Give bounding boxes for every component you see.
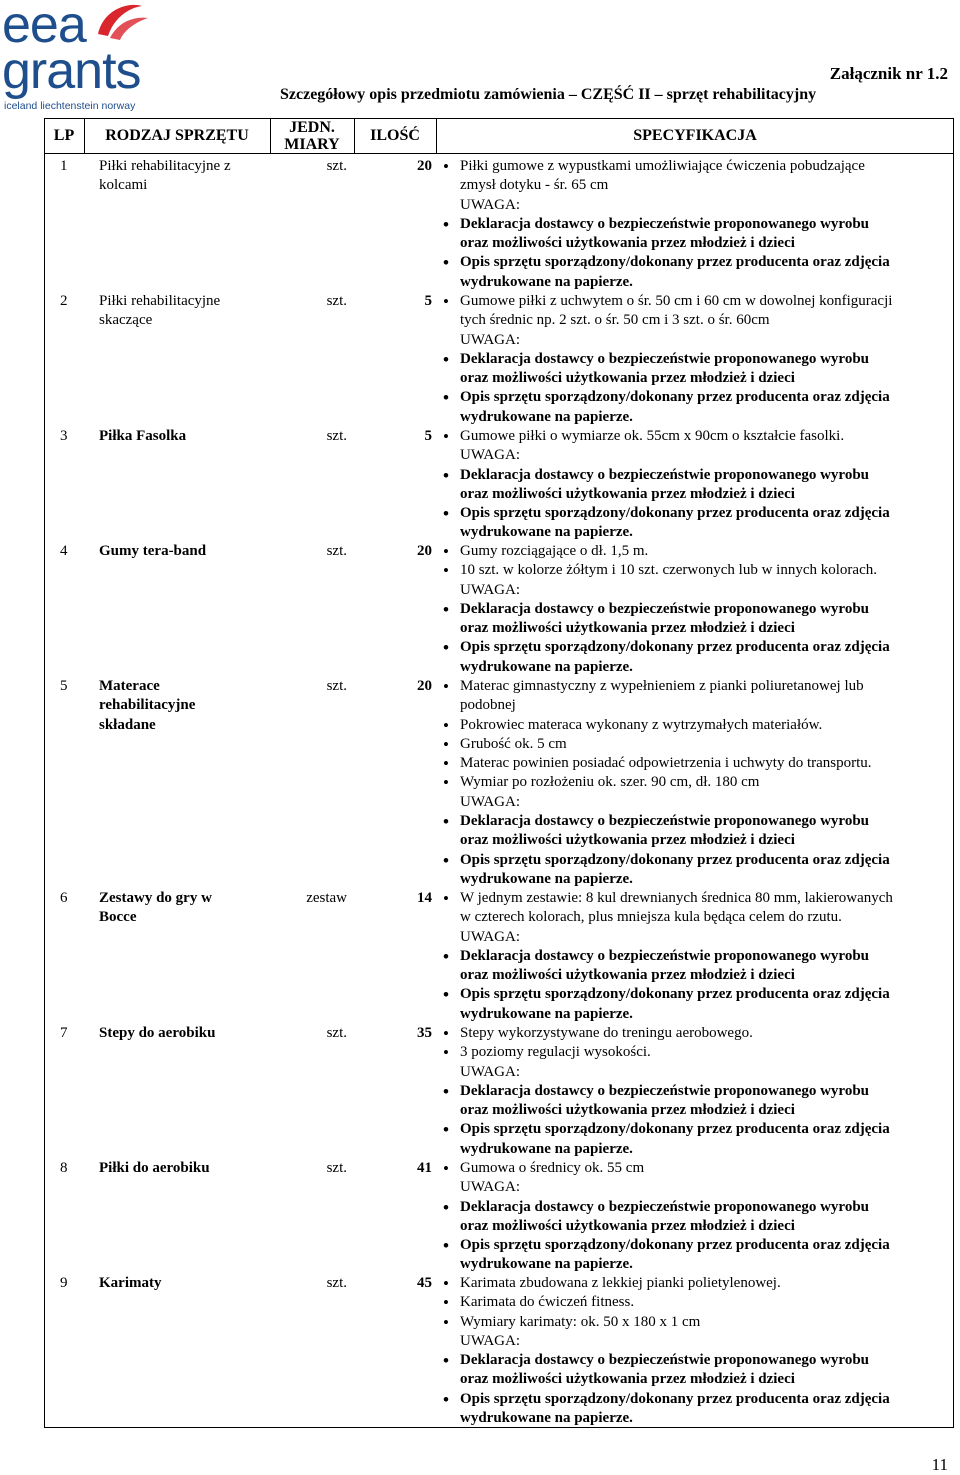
spec-notice-line: UWAGA: <box>460 196 520 213</box>
row-equipment-name: Piłki rehabilitacyjne z kolcami <box>99 158 231 194</box>
spec-line: • Karimata zbudowana z lekkiej pianki polietylenowej. <box>460 1274 960 1293</box>
spec-notice-line: wydrukowane na papierze. <box>460 524 633 541</box>
spec-notice-line: • Deklaracja dostawcy o bezpieczeństwie proponowanego wyrobu <box>460 812 960 831</box>
row-quantity: 20 <box>417 543 432 559</box>
row-specification <box>460 1159 960 1275</box>
row-specification <box>460 677 960 889</box>
header-unit-line1: JEDN. <box>289 119 335 136</box>
row-quantity: 5 <box>424 428 432 444</box>
header-lp: LP <box>53 127 75 144</box>
row-lp: 8 <box>60 1160 68 1176</box>
spec-notice-line: wydrukowane na papierze. <box>460 870 633 887</box>
row-unit: szt. <box>326 158 347 174</box>
row-quantity: 20 <box>417 678 432 694</box>
spec-notice-line: oraz możliwości użytkowania przez młodzież i dzieci <box>460 1371 795 1388</box>
spec-notice-line: • Deklaracja dostawcy o bezpieczeństwie proponowanego wyrobu <box>460 1198 960 1217</box>
row-lp: 9 <box>60 1275 68 1291</box>
spec-line: • Pokrowiec materaca wykonany z wytrzymałych materiałów. <box>460 716 960 735</box>
spec-notice-line: wydrukowane na papierze. <box>460 408 633 425</box>
spec-line: • Materac gimnastyczny z wypełnieniem z pianki poliuretanowej lub <box>460 677 960 696</box>
logo-grants-text: grants <box>2 42 141 100</box>
spec-line: • Materac powinien posiadać odpowietrzenia i uchwyty do transportu. <box>460 754 960 773</box>
spec-notice-line: • Opis sprzętu sporządzony/dokonany przez producenta oraz zdjęcia <box>460 851 960 870</box>
eea-grants-logo <box>2 2 152 114</box>
spec-notice-line: UWAGA: <box>460 1063 520 1080</box>
spec-notice-line: • Opis sprzętu sporządzony/dokonany przez producenta oraz zdjęcia <box>460 1390 960 1409</box>
spec-notice-line: • Deklaracja dostawcy o bezpieczeństwie proponowanego wyrobu <box>460 350 960 369</box>
row-quantity: 45 <box>417 1275 432 1291</box>
spec-line: • Wymiary karimaty: ok. 50 x 180 x 1 cm <box>460 1313 960 1332</box>
row-lp: 5 <box>60 678 68 694</box>
row-quantity: 14 <box>417 890 432 906</box>
row-lp: 4 <box>60 543 68 559</box>
spec-notice-line: UWAGA: <box>460 793 520 810</box>
spec-notice-line: • Opis sprzętu sporządzony/dokonany przez producenta oraz zdjęcia <box>460 985 960 1004</box>
logo-flame-icon <box>90 0 150 40</box>
row-unit: szt. <box>326 543 347 559</box>
row-lp: 3 <box>60 428 68 444</box>
header-quantity: ILOŚĆ <box>370 127 420 144</box>
row-unit: szt. <box>326 678 347 694</box>
spec-notice-line: • Opis sprzętu sporządzony/dokonany przez producenta oraz zdjęcia <box>460 253 960 272</box>
row-quantity: 41 <box>417 1160 432 1176</box>
spec-notice-line: • Deklaracja dostawcy o bezpieczeństwie proponowanego wyrobu <box>460 1351 960 1370</box>
spec-line: • Gumowe piłki o wymiarze ok. 55cm x 90cm o kształcie fasolki. <box>460 427 960 446</box>
row-quantity: 5 <box>424 293 432 309</box>
row-unit: szt. <box>326 428 347 444</box>
row-specification <box>460 542 960 677</box>
spec-line: • Gumowe piłki z uchwytem o śr. 50 cm i 60 cm w dowolnej konfiguracji <box>460 292 960 311</box>
spec-notice-line: • Deklaracja dostawcy o bezpieczeństwie proponowanego wyrobu <box>460 215 960 234</box>
row-quantity: 35 <box>417 1025 432 1041</box>
header-unit-line2: MIARY <box>284 136 340 153</box>
header-specification: SPECYFIKACJA <box>633 127 757 144</box>
row-lp: 6 <box>60 890 68 906</box>
row-specification <box>460 292 960 427</box>
spec-line: • W jednym zestawie: 8 kul drewnianych średnica 80 mm, lakierowanych <box>460 889 960 908</box>
logo-eea-text: eea <box>2 0 86 54</box>
row-equipment-name: Piłka Fasolka <box>99 428 187 444</box>
spec-line: • Wymiar po rozłożeniu ok. szer. 90 cm, dł. 180 cm <box>460 773 960 792</box>
row-equipment-name: Zestawy do gry w Bocce <box>99 890 212 926</box>
row-unit: szt. <box>326 1275 347 1291</box>
spec-notice-line: • Opis sprzętu sporządzony/dokonany przez producenta oraz zdjęcia <box>460 638 960 657</box>
spec-notice-line: • Opis sprzętu sporządzony/dokonany przez producenta oraz zdjęcia <box>460 1236 960 1255</box>
spec-line: • Gumowa o średnicy ok. 55 cm <box>460 1159 960 1178</box>
spec-line: • Piłki gumowe z wypustkami umożliwiające ćwiczenia pobudzające <box>460 157 960 176</box>
row-equipment-name: Gumy tera-band <box>99 543 207 559</box>
row-specification <box>460 157 960 292</box>
spec-notice-line: UWAGA: <box>460 447 520 464</box>
spec-notice-line: • Opis sprzętu sporządzony/dokonany przez producenta oraz zdjęcia <box>460 1120 960 1139</box>
spec-notice-line: wydrukowane na papierze. <box>460 273 633 290</box>
spec-line: • Stepy wykorzystywane do treningu aerobowego. <box>460 1024 960 1043</box>
spec-notice-line: • Deklaracja dostawcy o bezpieczeństwie proponowanego wyrobu <box>460 1082 960 1101</box>
spec-notice-line: oraz możliwości użytkowania przez młodzież i dzieci <box>460 1102 795 1119</box>
spec-notice-line: oraz możliwości użytkowania przez młodzież i dzieci <box>460 235 795 252</box>
spec-notice-line: wydrukowane na papierze. <box>460 658 633 675</box>
header-equipment-type: RODZAJ SPRZĘTU <box>105 127 249 144</box>
row-equipment-name: Karimaty <box>99 1275 162 1291</box>
row-lp: 1 <box>60 158 68 174</box>
row-equipment-name: Materace rehabilitacyjne składane <box>99 678 196 733</box>
page-number: 11 <box>931 1455 948 1474</box>
spec-line: • Gumy rozciągające o dł. 1,5 m. <box>460 542 960 561</box>
spec-line: • Karimata do ćwiczeń fitness. <box>460 1293 960 1312</box>
spec-line: tych średnic np. 2 szt. o śr. 50 cm i 3 szt. o śr. 60cm <box>460 312 770 329</box>
row-unit: szt. <box>326 293 347 309</box>
row-specification <box>460 427 960 543</box>
spec-notice-line: • Deklaracja dostawcy o bezpieczeństwie proponowanego wyrobu <box>460 466 960 485</box>
row-equipment-name: Piłki do aerobiku <box>99 1160 210 1176</box>
row-equipment-name: Piłki rehabilitacyjne skaczące <box>99 293 221 329</box>
row-quantity: 20 <box>417 158 432 174</box>
row-lp: 2 <box>60 293 68 309</box>
logo-tagline: iceland liechtenstein norway <box>4 100 136 112</box>
spec-notice-line: oraz możliwości użytkowania przez młodzież i dzieci <box>460 832 795 849</box>
spec-notice-line: • Deklaracja dostawcy o bezpieczeństwie proponowanego wyrobu <box>460 947 960 966</box>
spec-notice-line: UWAGA: <box>460 1179 520 1196</box>
spec-notice-line: wydrukowane na papierze. <box>460 1140 633 1157</box>
document-title: Szczegółowy opis przedmiotu zamówienia – CZĘŚĆ II – sprzęt rehabilitacyjny <box>280 86 817 103</box>
spec-notice-line: oraz możliwości użytkowania przez młodzież i dzieci <box>460 967 795 984</box>
spec-notice-line: • Opis sprzętu sporządzony/dokonany przez producenta oraz zdjęcia <box>460 504 960 523</box>
spec-notice-line: oraz możliwości użytkowania przez młodzież i dzieci <box>460 485 795 502</box>
spec-notice-line: wydrukowane na papierze. <box>460 1256 633 1273</box>
annex-label: Załącznik nr 1.2 <box>829 64 948 83</box>
spec-line: w czterech kolorach, plus mniejsza kula będąca celem do rzutu. <box>460 909 842 926</box>
spec-line: zmysł dotyku - śr. 65 cm <box>460 177 609 194</box>
spec-line: • 3 poziomy regulacji wysokości. <box>460 1043 960 1062</box>
spec-notice-line: oraz możliwości użytkowania przez młodzież i dzieci <box>460 370 795 387</box>
spec-notice-line: • Deklaracja dostawcy o bezpieczeństwie proponowanego wyrobu <box>460 600 960 619</box>
row-specification <box>460 889 960 1024</box>
row-lp: 7 <box>60 1025 68 1041</box>
row-specification <box>460 1024 960 1159</box>
spec-line: • 10 szt. w kolorze żółtym i 10 szt. czerwonych lub w innych kolorach. <box>460 561 960 580</box>
row-unit: szt. <box>326 1160 347 1176</box>
row-equipment-name: Stepy do aerobiku <box>99 1025 216 1041</box>
row-specification <box>460 1274 960 1428</box>
spec-notice-line: oraz możliwości użytkowania przez młodzież i dzieci <box>460 1217 795 1234</box>
spec-notice-line: UWAGA: <box>460 581 520 598</box>
header-divider <box>44 153 954 154</box>
spec-line: • Grubość ok. 5 cm <box>460 735 960 754</box>
spec-notice-line: UWAGA: <box>460 928 520 945</box>
spec-notice-line: UWAGA: <box>460 1332 520 1349</box>
row-unit: zestaw <box>306 890 347 906</box>
header-unit <box>270 119 354 153</box>
spec-notice-line: • Opis sprzętu sporządzony/dokonany przez producenta oraz zdjęcia <box>460 388 960 407</box>
spec-notice-line: UWAGA: <box>460 331 520 348</box>
spec-notice-line: oraz możliwości użytkowania przez młodzież i dzieci <box>460 620 795 637</box>
spec-line: podobnej <box>460 697 516 714</box>
spec-notice-line: wydrukowane na papierze. <box>460 1005 633 1022</box>
spec-notice-line: wydrukowane na papierze. <box>460 1410 633 1427</box>
row-unit: szt. <box>326 1025 347 1041</box>
